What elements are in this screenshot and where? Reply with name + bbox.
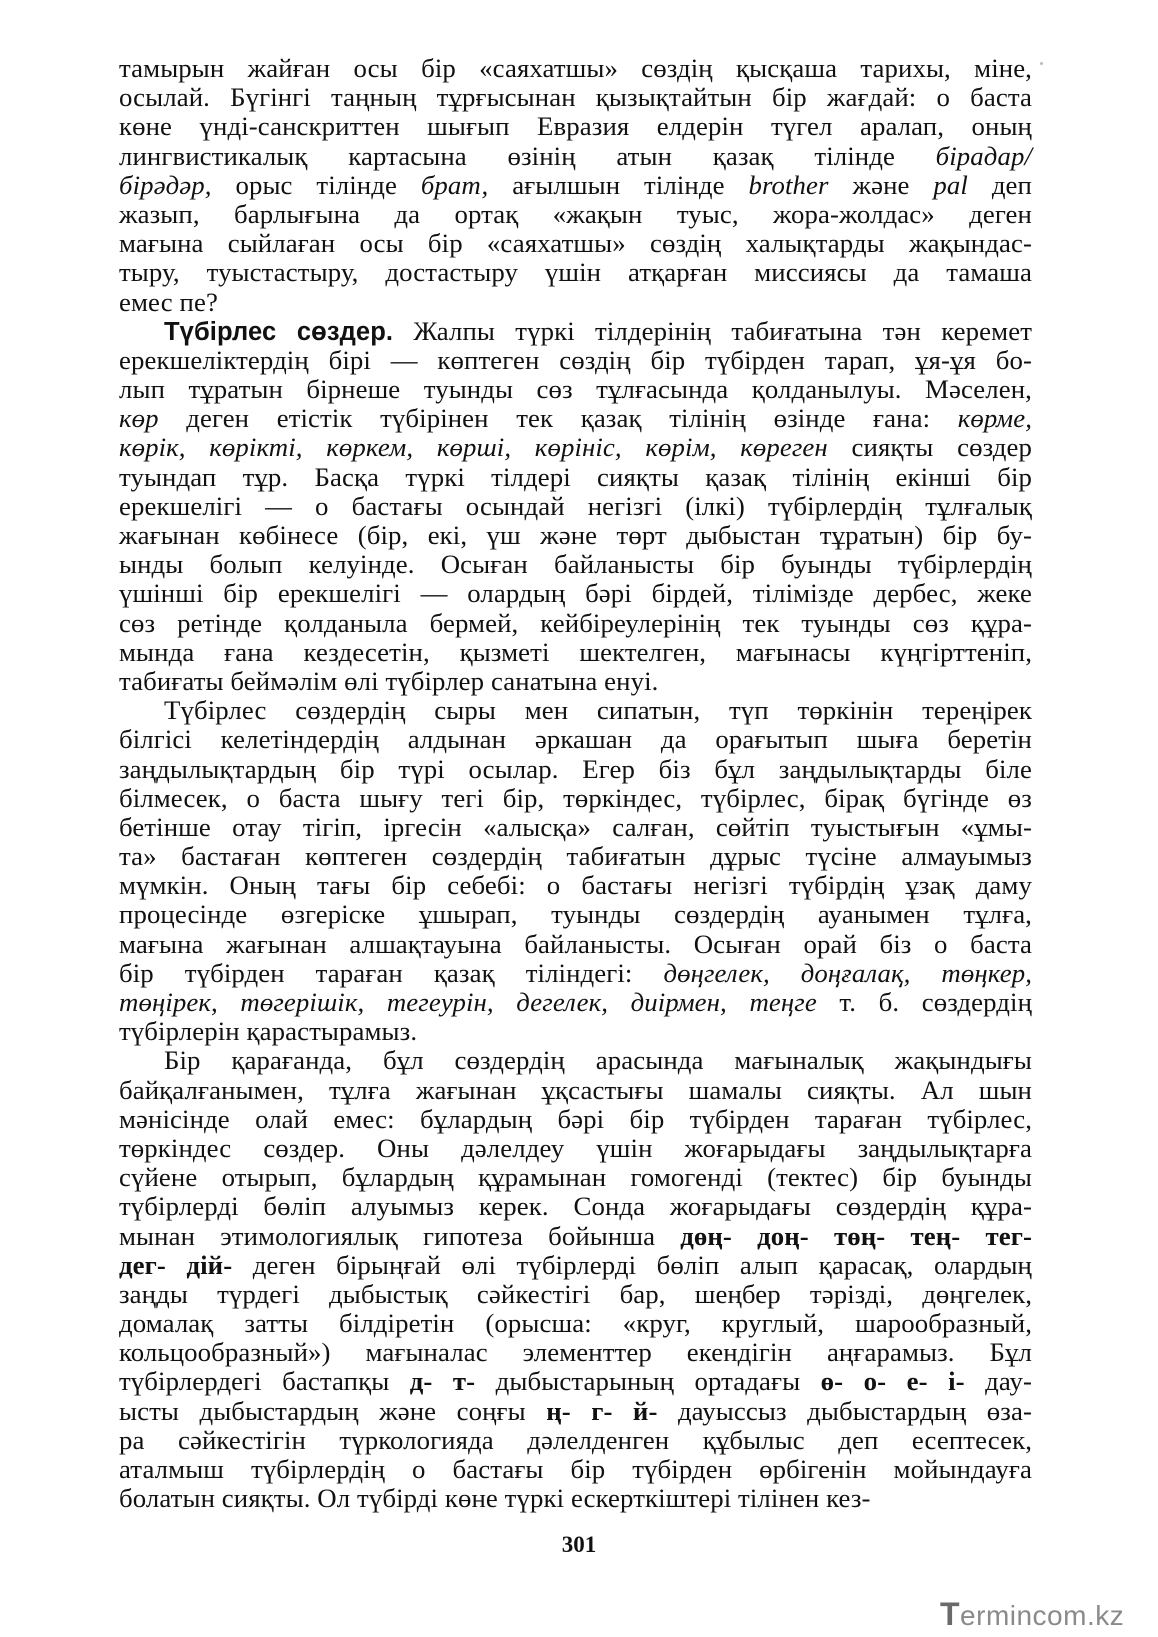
text-line: түбірлерін қарастырамыз. <box>119 1016 418 1047</box>
italic-term: брат, <box>420 169 489 200</box>
watermark-text: ermincom.kz <box>960 1600 1125 1631</box>
text-line: Түбірлес сөздер. Жалпы түркі тілдерінің табиғатына тән керемет <box>164 315 1032 346</box>
text-line: көр деген етістік түбірінен тек қазақ тілінің өзінде ғана: көрме, <box>119 403 1032 434</box>
text-line: заңдылықтардың бір түрі осылар. Егер біз бұл заңдылықтарды біле <box>119 753 1032 784</box>
text-line: тыру, туыстастыру, достастыру үшін атқарған миссиясы да тамаша <box>119 257 1032 288</box>
text-line: Түбірлес сөздердің сыры мен сипатын, түп төркінін тереңірек <box>164 695 1032 726</box>
text-line: лып тұратын бірнеше туынды сөз тұлғасында қолданылуы. Мәселен, <box>119 374 1032 405</box>
scan-speck <box>1040 62 1043 65</box>
text-line: сүйене отырып, бұлардың құрамынан гомогенді (тектес) бір буынды <box>119 1162 1032 1193</box>
text-line: көрік, көрікті, көркем, көрші, көрініс, көрім, көреген сияқты сөздер <box>119 432 1032 463</box>
text-line: заңды түрдегі дыбыстық сәйкестігі бар, шеңбер тәрізді, дөңгелек, <box>119 1278 1032 1309</box>
text-line: ерекшеліктердің бірі — көптеген сөздің бір түбірден тарап, ұя-ұя бо- <box>119 344 1032 375</box>
bold-root: д- т- <box>409 1366 476 1397</box>
bold-root: ө- о- е- і- <box>820 1366 965 1397</box>
text-line: байқалғанымен, тұлға жағынан ұқсастығы шамалы сияқты. Ал шын <box>119 1074 1032 1105</box>
text-line: осылай. Бүгінгі таңның тұрғысынан қызықтайтын бір жағдай: о баста <box>119 82 1032 113</box>
text-line: сөз ретінде қолданыла бермей, кейбіреулерінің тек туынды сөз құра- <box>119 607 1032 638</box>
paragraph <box>119 1046 1032 1513</box>
text-line: емес пе? <box>119 286 218 317</box>
text-line: бір түбірден тараған қазақ тіліндегі: дөңгелек, доңғалақ, төңкер, <box>119 957 1032 988</box>
text-line: болатын сияқты. Ол түбірді көне түркі ескерткіштері тілінен кез- <box>119 1483 871 1514</box>
text-line: бірәдәр, орыс тілінде брат, ағылшын тілінде brother және pal деп <box>119 169 1032 200</box>
text-line: көне үнді-санскриттен шығып Евразия елдерін түгел аралап, оның <box>119 111 1032 142</box>
text-line: аталмыш түбірлердің о бастағы бір түбірден өрбігенін мойындауға <box>119 1454 1032 1484</box>
text-line: табиғаты беймәлім өлі түбірлер санатына енуі. <box>119 665 659 696</box>
paragraph <box>119 696 1032 1046</box>
text-line: төркіндес сөздер. Оны дәлелдеу үшін жоғарыдағы заңдылықтарға <box>119 1132 1032 1163</box>
bold-root: дөң- доң- төң- тең- тег- <box>680 1220 1032 1251</box>
italic-term: brother <box>748 169 829 200</box>
text-line: тамырын жайған осы бір «саяхатшы» сөздің қысқаша тарихы, міне, <box>119 53 1032 83</box>
text-line: ерекшелігі — о бастағы осындай негізгі (ілкі) түбірлердің тұлғалық <box>119 490 1032 521</box>
text-line: дег- дій- деген бірыңғай өлі түбірлерді бөліп алып қарасақ, олардың <box>119 1249 1032 1280</box>
text-line: мағына жағынан алшақтауына байланысты. Осыған орай біз о баста <box>119 928 1032 959</box>
text-line: жазып, барлығына да ортақ «жақын туыс, жора-жолдас» деген <box>119 198 1032 229</box>
text-line: мүмкін. Оның тағы бір себебі: о бастағы негізгі түбірдің ұзақ даму <box>119 870 1032 901</box>
section-heading: Түбірлес сөздер. <box>164 317 394 346</box>
italic-term: бірәдәр, <box>119 169 212 200</box>
text-line: лингвистикалық картасына өзінің атын қазақ тілінде бірадар/ <box>119 140 1032 171</box>
text-line: үшінші бір ерекшелігі — олардың бәрі бірдей, тілімізде дербес, жеке <box>119 578 1032 609</box>
italic-term: дөңгелек, доңғалақ, төңкер, <box>663 957 1032 988</box>
text-line: процесінде өзгеріске ұшырап, туынды сөздердің ауанымен тұлға, <box>119 899 1032 930</box>
italic-term: бірадар/ <box>935 140 1032 171</box>
italic-term: көрік, көрікті, көркем, көрші, көрініс, көрім, көреген <box>119 432 828 463</box>
watermark-logo <box>940 1596 1124 1633</box>
text-line: та» бастаған көптеген сөздердің табиғатын дұрыс түсіне алмауымыз <box>119 841 1032 872</box>
bold-root: дег- дій- <box>119 1249 233 1280</box>
text-line: бетінше отау тігіп, іргесін «алысқа» салған, сөйтіп туыстығын «ұмы- <box>119 811 1032 842</box>
body-text <box>119 54 1032 1513</box>
italic-term: pal <box>933 169 968 200</box>
text-line: жағынан көбінесе (бір, екі, үш және төрт дыбыстан тұратын) бір бу- <box>119 520 1032 550</box>
italic-term: көрме, <box>957 403 1032 434</box>
text-line: түбірлердегі бастапқы д- т- дыбыстарының ортадағы ө- о- е- і- дау- <box>119 1366 1032 1397</box>
text-line: мынан этимологиялық гипотеза бойынша дөң- доң- төң- тең- тег- <box>119 1220 1032 1251</box>
page-number: 301 <box>561 1532 597 1557</box>
watermark-initial: T <box>940 1596 961 1632</box>
text-line: Бір қарағанда, бұл сөздердің арасында мағыналық жақындығы <box>164 1045 1032 1076</box>
text-line: мәнісінде олай емес: бұлардың бәрі бір түбірден тараған түбірлес, <box>119 1103 1032 1134</box>
text-line: ысты дыбыстардың және соңғы ң- г- й- дауыссыз дыбыстардың өза- <box>119 1395 1032 1426</box>
text-line: төңірек, төгерішік, тегеурін, дегелек, диірмен, теңге т. б. сөздердің <box>119 987 1033 1017</box>
text-line: мында ғана кездесетін, қызметі шектелген, мағынасы күңгірттеніп, <box>119 636 1032 667</box>
italic-term: көр <box>119 403 159 434</box>
text-line: түбірлерді бөліп алуымыз керек. Сонда жоғарыдағы сөздердің құра- <box>119 1191 1032 1222</box>
text-line: мағына сыйлаған осы бір «саяхатшы» сөздің халықтарды жақындас- <box>119 228 1032 259</box>
bold-root: ң- г- й- <box>546 1395 658 1426</box>
text-line: ра сәйкестігін түркологияда дәлелденген құбылыс деп есептесек, <box>119 1424 1032 1455</box>
paragraph <box>119 54 1032 317</box>
italic-term: төңірек, төгерішік, тегеурін, дегелек, диірмен, теңге <box>119 987 817 1017</box>
text-line: домалақ затты білдіретін (орысша: «круг, круглый, шарообразный, <box>119 1308 1032 1339</box>
text-line: білгісі келетіндердің алдынан әркашан да орағытып шыға беретін <box>119 724 1032 755</box>
text-line: туындап тұр. Басқа түркі тілдері сияқты қазақ тілінің екінші бір <box>119 461 1032 492</box>
text-line: кольцообразный») мағыналас элементтер екендігін аңғарамыз. Бұл <box>119 1337 1032 1368</box>
paragraph <box>119 317 1032 696</box>
text-line: ынды болып келуінде. Осыған байланысты бір буынды түбірлердің <box>119 549 1032 580</box>
text-line: білмесек, о баста шығу тегі бір, төркіндес, түбірлес, бірақ бүгінде өз <box>119 782 1032 813</box>
